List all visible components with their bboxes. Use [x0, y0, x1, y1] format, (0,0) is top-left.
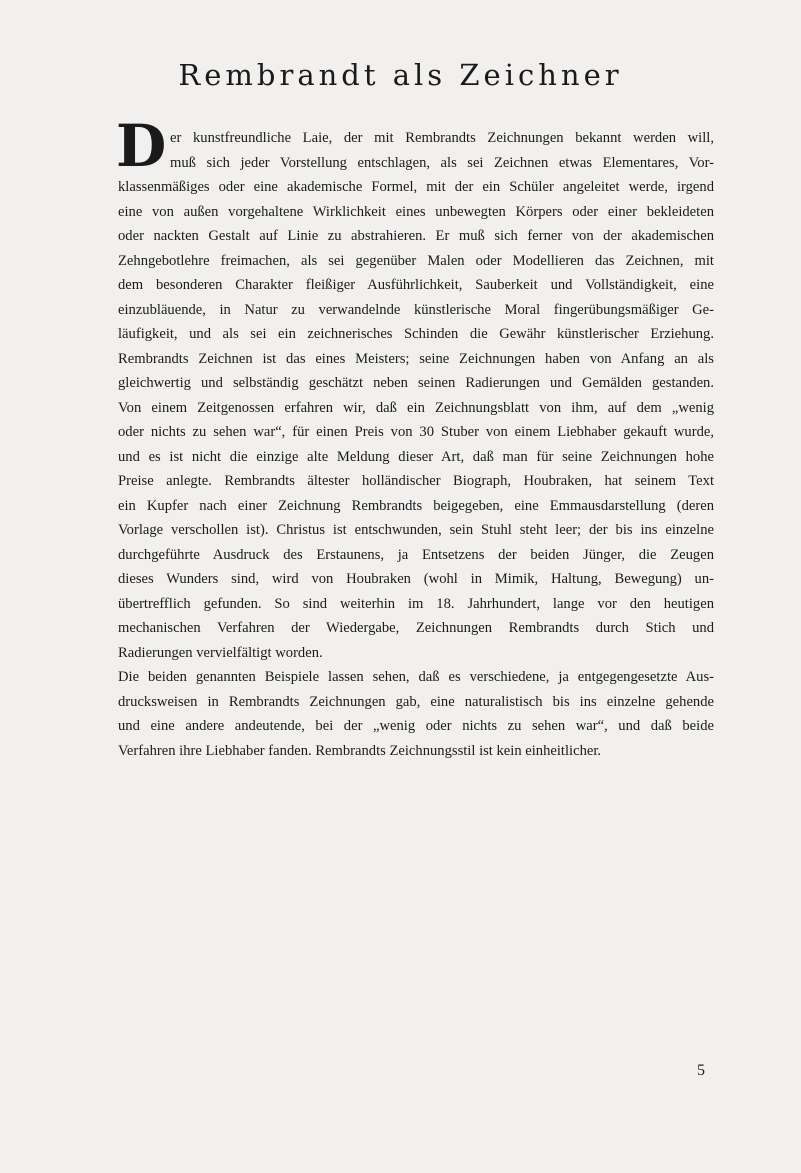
text-line: ein Kupfer nach einer Zeichnung Rembrandts beigegeben, eine Emmausdarstellung (deren [118, 497, 714, 514]
text-line: klassenmäßiges oder eine akademische Formel, mit der ein Schüler angeleitet werde, irgend [118, 179, 714, 195]
text-line: er kunstfreundliche Laie, der mit Rembrandts Zeichnungen bekannt werden will, [170, 130, 714, 146]
text-line: einzubläuende, in Natur zu verwandelnde künstlerische Moral fingerübungsmäßiger Ge- [118, 301, 714, 318]
text-line: läufigkeit, und als sei ein zeichnerisches Schinden die Gewähr künstlerischer Erziehung. [118, 326, 714, 342]
text-line: Preise anlegte. Rembrandts ältester holländischer Biograph, Houbraken, hat seinem Text [118, 473, 714, 489]
text-line: oder nichts zu sehen war“, für einen Preis von 30 Stuber von einem Liebhaber gekauft wurde, [118, 424, 714, 440]
text-line: Rembrandts Zeichnen ist das eines Meisters; seine Zeichnungen haben von Anfang an als [118, 350, 714, 367]
text-line: Radierungen vervielfältigt worden. [118, 644, 323, 661]
page-number: 5 [697, 1062, 705, 1079]
drop-cap-initial: D [116, 121, 166, 171]
page-title: Rembrandt als Zeichner [178, 58, 623, 92]
text-line: oder nackten Gestalt auf Linie zu abstrahieren. Er muß sich ferner von der akademischen [118, 228, 714, 244]
body-text [118, 126, 714, 763]
text-line: übertrefflich gefunden. So sind weiterhin im 18. Jahrhundert, lange vor den heutigen [118, 595, 714, 612]
text-line: mechanischen Verfahren der Wiedergabe, Zeichnungen Rembrandts durch Stich und [118, 620, 714, 636]
text-line: muß sich jeder Vorstellung entschlagen, als sei Zeichnen etwas Elementares, Vor- [170, 154, 714, 171]
text-line: drucksweisen in Rembrandts Zeichnungen gab, eine naturalistisch bis ins einzelne gehende [118, 693, 714, 710]
text-line: eine von außen vorgehaltene Wirklichkeit eines unbewegten Körpers oder einer bekleideten [118, 203, 714, 220]
text-line: gleichwertig und selbständig geschätzt neben seinen Radierungen und Gemälden gestanden. [118, 375, 714, 391]
text-line: Vorlage verschollen ist). Christus ist entschwunden, sein Stuhl steht leer; der bis ins einzelne [118, 522, 714, 538]
text-line: und es ist nicht die einzige alte Meldung dieser Art, daß man für seine Zeichnungen hohe [118, 448, 714, 465]
text-line: und eine andere andeutende, bei der „wenig oder nichts zu sehen war“, und daß beide [118, 718, 714, 734]
text-line: Von einem Zeitgenossen erfahren wir, daß ein Zeichnungsblatt von ihm, auf dem „wenig [118, 399, 714, 416]
text-line: Verfahren ihre Liebhaber fanden. Rembrandts Zeichnungsstil ist kein einheitlicher. [118, 742, 602, 759]
text-line: dem besonderen Charakter fleißiger Ausführlichkeit, Sauberkeit und Vollständigkeit, eine [118, 277, 714, 293]
text-line: Die beiden genannten Beispiele lassen sehen, daß es verschiedene, ja entgegengesetzte Aus- [118, 669, 714, 685]
text-line: Zehngebotlehre freimachen, als sei gegenüber Malen oder Modellieren das Zeichnen, mit [118, 252, 714, 269]
text-line: durchgeführte Ausdruck des Erstaunens, ja Entsetzens der beiden Jünger, die Zeugen [118, 546, 714, 563]
text-line: dieses Wunders sind, wird von Houbraken (wohl in Mimik, Haltung, Bewegung) un- [118, 571, 714, 587]
